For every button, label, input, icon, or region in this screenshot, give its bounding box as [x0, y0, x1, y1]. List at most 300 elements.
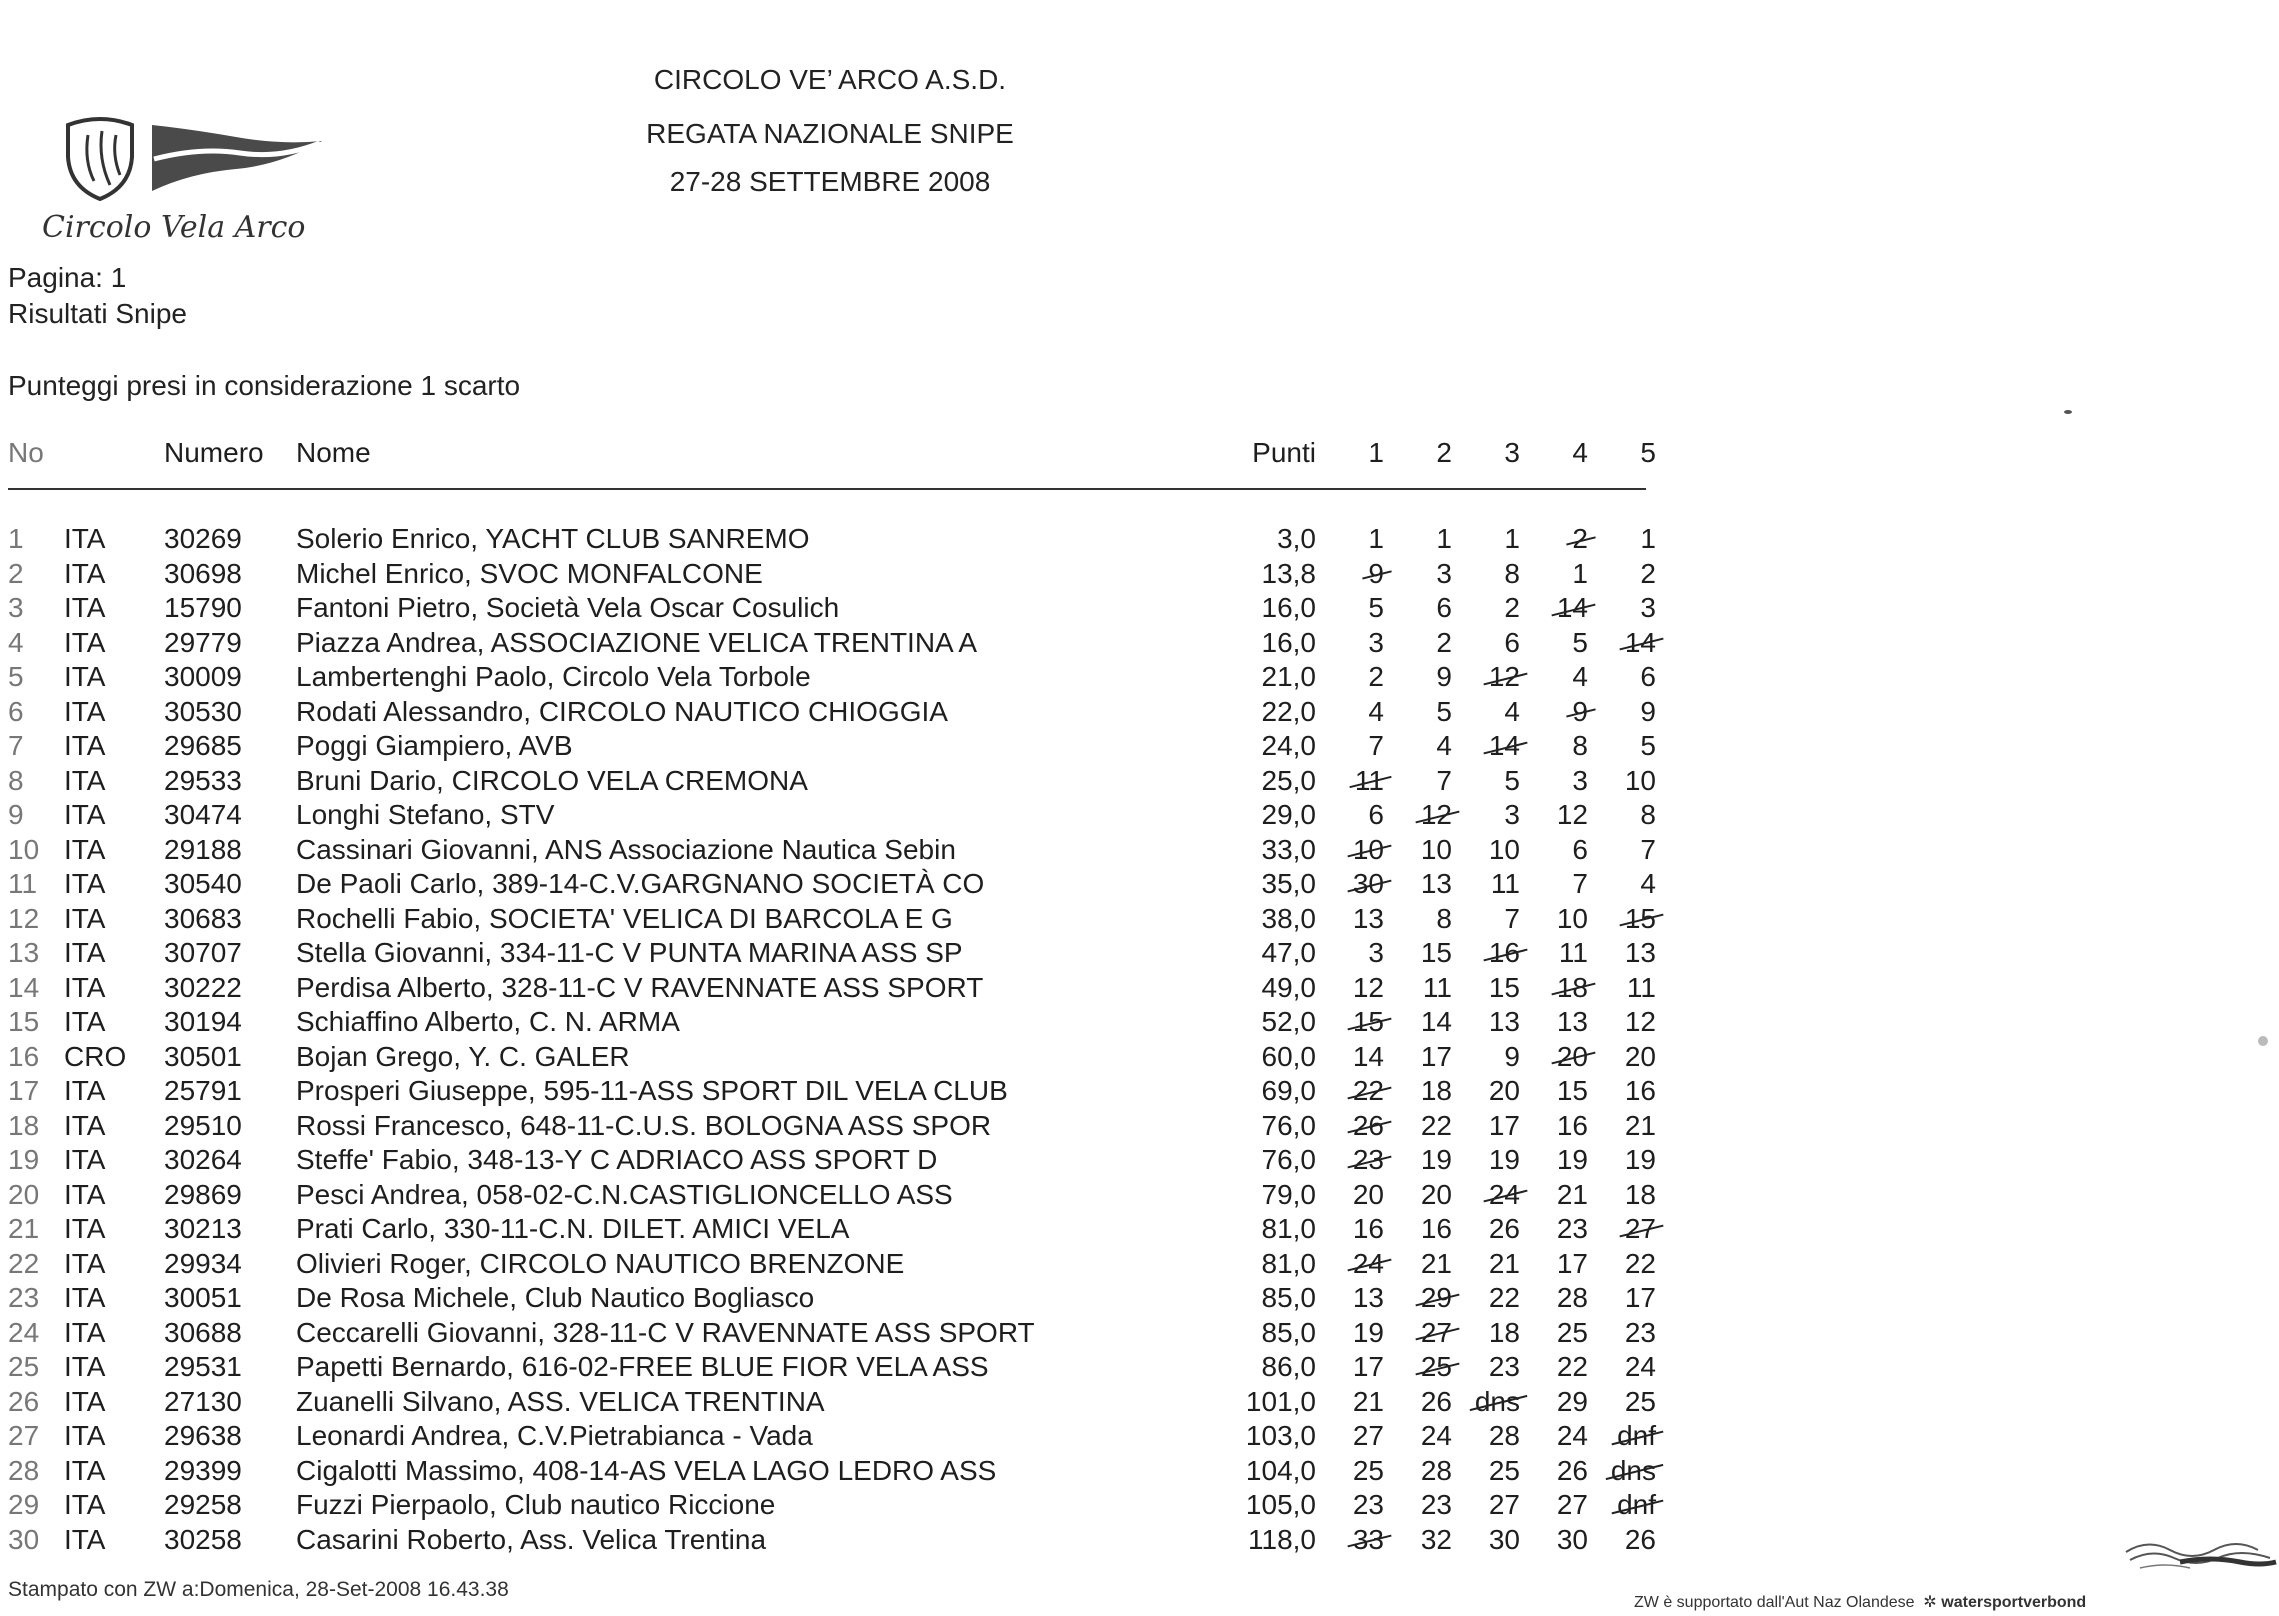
race-score: 3: [1640, 592, 1656, 623]
race-5-cell: [1588, 1247, 1656, 1282]
discarded-score: 27: [1421, 1316, 1452, 1351]
race-2-cell: [1384, 1109, 1452, 1144]
race-score: 26: [1624, 1523, 1656, 1555]
race-score: 26: [1420, 1385, 1452, 1417]
race-score: 18: [1624, 1178, 1656, 1210]
race-3-cell: [1452, 764, 1520, 799]
race-score: 27: [1556, 1489, 1588, 1520]
name-cell: Rossi Francesco, 648-11-C.U.S. BOLOGNA ASS SPOR: [296, 1109, 992, 1141]
nation-cell: ITA: [64, 937, 106, 968]
scan-speck: [2258, 1036, 2268, 1046]
sail-number-cell: 30707: [164, 937, 242, 968]
club-script-name: Circolo Vela Arco: [42, 210, 306, 245]
race-1-cell: [1316, 1350, 1384, 1385]
race-3-cell: [1452, 1109, 1520, 1144]
discarded-score: 24: [1353, 1247, 1384, 1282]
race-3-cell: [1452, 522, 1520, 557]
race-2-cell: [1384, 695, 1452, 730]
sail-number-cell: 30474: [164, 799, 242, 830]
position-cell: 14: [8, 971, 40, 1003]
race-score: 18: [1420, 1075, 1452, 1106]
support-footer: [1634, 1592, 2086, 1612]
race-4-cell: [1520, 1074, 1588, 1109]
discarded-score: 20: [1557, 1040, 1588, 1075]
race-4-cell: [1520, 1143, 1588, 1178]
table-row: [8, 1523, 1656, 1558]
points-cell: 104,0: [1245, 1454, 1316, 1486]
nation-cell: ITA: [64, 695, 106, 727]
race-2-cell: [1384, 1523, 1452, 1558]
race-4-cell: [1520, 695, 1588, 730]
race-3-cell: [1452, 626, 1520, 661]
race-score: 14: [1352, 1040, 1384, 1072]
sail-number-cell: 29934: [164, 1247, 242, 1279]
race-score: 30: [1488, 1523, 1520, 1555]
discarded-score: dnf: [1617, 1419, 1656, 1454]
points-cell: 3,0: [1277, 523, 1316, 554]
name-cell: Prosperi Giuseppe, 595-11-ASS SPORT DIL VELA CLUB: [296, 1075, 1008, 1106]
race-score: 32: [1420, 1523, 1452, 1555]
race-score: 24: [1556, 1420, 1588, 1451]
race-score: 7: [1436, 764, 1452, 796]
race-5-cell: [1588, 1523, 1656, 1558]
race-1-cell: [1316, 1523, 1384, 1558]
race-2-cell: [1384, 1281, 1452, 1316]
table-row: [8, 867, 1656, 902]
race-5-cell: [1588, 936, 1656, 971]
discarded-score: 26: [1353, 1109, 1384, 1144]
race-score: 23: [1624, 1316, 1656, 1348]
race-2-cell: [1384, 626, 1452, 661]
race-1-cell: [1316, 1178, 1384, 1213]
discarded-score: 29: [1421, 1281, 1452, 1316]
race-4-cell: [1520, 591, 1588, 626]
position-cell: 22: [8, 1247, 40, 1279]
race-score: 17: [1556, 1247, 1588, 1279]
race-4-cell: [1520, 1212, 1588, 1247]
race-score: 20: [1488, 1075, 1520, 1106]
race-score: 17: [1420, 1040, 1452, 1072]
race-score: 13: [1556, 1006, 1588, 1037]
race-3-cell: [1452, 936, 1520, 971]
race-3-cell: [1452, 1523, 1520, 1558]
name-cell: Schiaffino Alberto, C. N. ARMA: [296, 1006, 680, 1037]
scoring-note: Punteggi presi in considerazione 1 scarto: [8, 370, 521, 401]
race-score: 28: [1488, 1420, 1520, 1451]
race-1-cell: [1316, 1454, 1384, 1489]
table-row: [8, 1040, 1656, 1075]
position-cell: 4: [8, 626, 24, 658]
race-5-cell: [1588, 1488, 1656, 1523]
position-cell: 5: [8, 661, 24, 692]
discarded-score: 9: [1572, 695, 1588, 730]
race-score: 7: [1504, 902, 1520, 934]
points-cell: 29,0: [1261, 799, 1316, 830]
race-1-cell: [1316, 522, 1384, 557]
nation-cell: ITA: [64, 799, 106, 830]
race-score: 21: [1352, 1385, 1384, 1417]
race-4-cell: [1520, 798, 1588, 833]
race-score: 13: [1352, 1282, 1384, 1313]
race-score: 25: [1624, 1385, 1656, 1417]
name-cell: Steffe' Fabio, 348-13-Y C ADRIACO ASS SPORT D: [296, 1144, 938, 1175]
position-cell: 10: [8, 833, 40, 865]
table-row: [8, 1350, 1656, 1385]
race-score: 7: [1368, 730, 1384, 761]
race-4-cell: [1520, 1454, 1588, 1489]
race-score: 4: [1504, 695, 1520, 727]
points-cell: 103,0: [1245, 1420, 1316, 1451]
race-score: 21: [1488, 1247, 1520, 1279]
race-score: 20: [1624, 1040, 1656, 1072]
race-score: 22: [1556, 1351, 1588, 1382]
race-score: 4: [1368, 695, 1384, 727]
race-score: 2: [1436, 626, 1452, 658]
points-cell: 16,0: [1261, 626, 1316, 658]
nation-cell: ITA: [64, 730, 106, 761]
race-score: 16: [1556, 1109, 1588, 1141]
race-5-cell: [1588, 695, 1656, 730]
points-cell: 21,0: [1261, 661, 1316, 692]
race-score: 1: [1640, 523, 1656, 554]
race-5-cell: [1588, 1005, 1656, 1040]
race-5-cell: [1588, 798, 1656, 833]
race-2-cell: [1384, 557, 1452, 592]
header-divider: [8, 488, 1646, 490]
race-4-cell: [1520, 660, 1588, 695]
table-row: [8, 798, 1656, 833]
sail-number-cell: 29685: [164, 730, 242, 761]
race-score: 23: [1488, 1351, 1520, 1382]
sail-number-cell: 15790: [164, 592, 242, 623]
race-2-cell: [1384, 936, 1452, 971]
col-header-race-3: 3: [1504, 437, 1520, 468]
name-cell: Prati Carlo, 330-11-C.N. DILET. AMICI VELA: [296, 1213, 850, 1244]
race-score: 26: [1488, 1213, 1520, 1244]
header-event-name: REGATA NAZIONALE SNIPE: [646, 118, 1014, 149]
name-cell: Fuzzi Pierpaolo, Club nautico Riccione: [296, 1489, 776, 1520]
race-2-cell: [1384, 764, 1452, 799]
race-score: 4: [1640, 868, 1656, 899]
race-2-cell: [1384, 1178, 1452, 1213]
name-cell: Pesci Andrea, 058-02-C.N.CASTIGLIONCELLO ASS: [296, 1178, 953, 1210]
discarded-score: 15: [1625, 902, 1656, 937]
race-3-cell: [1452, 557, 1520, 592]
race-1-cell: [1316, 660, 1384, 695]
race-2-cell: [1384, 902, 1452, 937]
position-cell: 29: [8, 1489, 40, 1520]
race-score: 20: [1420, 1178, 1452, 1210]
race-score: 6: [1640, 661, 1656, 692]
watersport-wave-logo: [2120, 1532, 2279, 1576]
race-3-cell: [1452, 867, 1520, 902]
race-score: 3: [1504, 799, 1520, 830]
race-1-cell: [1316, 798, 1384, 833]
race-4-cell: [1520, 764, 1588, 799]
nation-cell: ITA: [64, 1006, 106, 1037]
race-5-cell: [1588, 1385, 1656, 1420]
race-2-cell: [1384, 867, 1452, 902]
race-5-cell: [1588, 1109, 1656, 1144]
race-score: 17: [1488, 1109, 1520, 1141]
race-3-cell: [1452, 902, 1520, 937]
race-score: 12: [1556, 799, 1588, 830]
discarded-score: 15: [1353, 1005, 1384, 1040]
race-3-cell: [1452, 971, 1520, 1006]
race-score: 27: [1488, 1489, 1520, 1520]
race-1-cell: [1316, 764, 1384, 799]
race-score: 22: [1420, 1109, 1452, 1141]
position-cell: 21: [8, 1213, 40, 1244]
table-row: [8, 626, 1656, 661]
nation-cell: ITA: [64, 1316, 106, 1348]
points-cell: 49,0: [1261, 971, 1316, 1003]
page-number-label: Pagina: 1: [8, 262, 127, 293]
race-score: 28: [1556, 1282, 1588, 1313]
discarded-score: 12: [1421, 798, 1452, 833]
race-4-cell: [1520, 1350, 1588, 1385]
name-cell: Casarini Roberto, Ass. Velica Trentina: [296, 1523, 767, 1555]
race-1-cell: [1316, 1143, 1384, 1178]
race-3-cell: [1452, 1005, 1520, 1040]
table-row: [8, 1109, 1656, 1144]
name-cell: Leonardi Andrea, C.V.Pietrabianca - Vada: [296, 1420, 813, 1451]
discarded-score: 18: [1557, 971, 1588, 1006]
position-cell: 11: [8, 868, 38, 899]
race-5-cell: [1588, 1074, 1656, 1109]
race-2-cell: [1384, 591, 1452, 626]
col-header-race-5: 5: [1640, 437, 1656, 468]
position-cell: 9: [8, 799, 24, 830]
sail-number-cell: 29188: [164, 833, 242, 865]
race-2-cell: [1384, 1454, 1452, 1489]
race-1-cell: [1316, 1316, 1384, 1351]
table-row: [8, 1488, 1656, 1523]
race-score: 11: [1558, 937, 1588, 968]
nation-cell: ITA: [64, 1385, 106, 1417]
sail-number-cell: 30269: [164, 523, 242, 554]
nation-cell: CRO: [64, 1040, 127, 1072]
race-1-cell: [1316, 1109, 1384, 1144]
race-score: 1: [1368, 523, 1384, 554]
col-header-race-1: 1: [1368, 437, 1384, 468]
race-score: 10: [1420, 833, 1452, 865]
race-4-cell: [1520, 1488, 1588, 1523]
race-score: 7: [1640, 833, 1656, 865]
race-score: 1: [1504, 523, 1520, 554]
table-row: [8, 1143, 1656, 1178]
race-score: 28: [1420, 1454, 1452, 1486]
race-score: 2: [1368, 661, 1384, 692]
race-score: 1: [1572, 557, 1588, 589]
race-5-cell: [1588, 626, 1656, 661]
race-score: 8: [1436, 902, 1452, 934]
points-cell: 47,0: [1261, 937, 1316, 968]
discarded-score: 24: [1489, 1178, 1520, 1213]
shield-emblem-icon: [68, 119, 132, 199]
points-cell: 81,0: [1261, 1213, 1316, 1244]
discarded-score: 9: [1368, 557, 1384, 592]
race-2-cell: [1384, 971, 1452, 1006]
race-2-cell: [1384, 1040, 1452, 1075]
race-4-cell: [1520, 1178, 1588, 1213]
race-score: 12: [1352, 971, 1384, 1003]
race-score: 21: [1556, 1178, 1588, 1210]
race-5-cell: [1588, 764, 1656, 799]
name-cell: Stella Giovanni, 334-11-C V PUNTA MARINA ASS SP: [296, 937, 963, 968]
scan-speck: [2064, 410, 2072, 414]
points-cell: 85,0: [1261, 1282, 1316, 1313]
points-cell: 16,0: [1261, 592, 1316, 623]
race-3-cell: [1452, 1247, 1520, 1282]
race-score: 26: [1556, 1454, 1588, 1486]
nation-cell: ITA: [64, 1178, 106, 1210]
points-cell: 33,0: [1261, 833, 1316, 865]
race-5-cell: [1588, 1212, 1656, 1247]
race-score: 30: [1556, 1523, 1588, 1555]
race-score: 3: [1572, 764, 1588, 796]
table-row: [8, 1074, 1656, 1109]
sail-number-cell: 30009: [164, 661, 242, 692]
nation-cell: ITA: [64, 1109, 106, 1141]
discarded-score: 14: [1557, 591, 1588, 626]
race-score: 23: [1556, 1213, 1588, 1244]
race-5-cell: [1588, 729, 1656, 764]
points-cell: 52,0: [1261, 1006, 1316, 1037]
race-score: 15: [1556, 1075, 1588, 1106]
table-row: [8, 1385, 1656, 1420]
race-score: 25: [1556, 1316, 1588, 1348]
race-4-cell: [1520, 902, 1588, 937]
race-score: 8: [1640, 799, 1656, 830]
nation-cell: ITA: [64, 1454, 106, 1486]
race-3-cell: [1452, 1419, 1520, 1454]
star-icon: ✲: [1923, 1594, 1937, 1611]
race-score: 13: [1420, 868, 1452, 899]
race-score: 11: [1422, 971, 1452, 1003]
race-score: 1: [1436, 523, 1452, 554]
discarded-score: 14: [1625, 626, 1656, 661]
race-1-cell: [1316, 1212, 1384, 1247]
nation-cell: ITA: [64, 592, 106, 623]
race-5-cell: [1588, 902, 1656, 937]
race-3-cell: [1452, 695, 1520, 730]
table-row: [8, 660, 1656, 695]
race-score: 10: [1624, 764, 1656, 796]
points-cell: 105,0: [1245, 1489, 1316, 1520]
race-4-cell: [1520, 1281, 1588, 1316]
points-cell: 35,0: [1261, 868, 1316, 899]
nation-cell: ITA: [64, 868, 106, 899]
race-score: 13: [1488, 1006, 1520, 1037]
race-score: 13: [1352, 902, 1384, 934]
name-cell: Cigalotti Massimo, 408-14-AS VELA LAGO LEDRO ASS: [296, 1454, 997, 1486]
sail-number-cell: 29779: [164, 626, 242, 658]
race-score: 5: [1368, 592, 1384, 623]
race-score: 19: [1420, 1144, 1452, 1175]
race-score: 6: [1368, 799, 1384, 830]
race-3-cell: [1452, 1454, 1520, 1489]
position-cell: 27: [8, 1420, 40, 1451]
race-5-cell: [1588, 522, 1656, 557]
nation-cell: ITA: [64, 557, 106, 589]
points-cell: 38,0: [1261, 902, 1316, 934]
points-cell: 76,0: [1261, 1109, 1316, 1141]
race-2-cell: [1384, 1212, 1452, 1247]
race-score: 17: [1624, 1282, 1656, 1313]
race-score: 25: [1488, 1454, 1520, 1486]
race-4-cell: [1520, 522, 1588, 557]
table-row: [8, 902, 1656, 937]
race-1-cell: [1316, 695, 1384, 730]
race-2-cell: [1384, 1247, 1452, 1282]
race-3-cell: [1452, 1385, 1520, 1420]
race-score: 29: [1556, 1385, 1588, 1417]
position-cell: 25: [8, 1351, 40, 1382]
race-score: 22: [1624, 1247, 1656, 1279]
table-row: [8, 522, 1656, 557]
race-2-cell: [1384, 660, 1452, 695]
position-cell: 15: [8, 1006, 40, 1037]
sail-number-cell: 30688: [164, 1316, 242, 1348]
table-row: [8, 1281, 1656, 1316]
col-header-race-4: 4: [1572, 437, 1588, 468]
race-score: 3: [1436, 557, 1452, 589]
discarded-score: 33: [1353, 1523, 1384, 1558]
position-cell: 20: [8, 1178, 40, 1210]
sail-number-cell: 29510: [164, 1109, 242, 1141]
points-cell: 22,0: [1261, 695, 1316, 727]
race-score: 25: [1352, 1454, 1384, 1486]
sail-number-cell: 29533: [164, 764, 242, 796]
race-score: 21: [1420, 1247, 1452, 1279]
race-3-cell: [1452, 660, 1520, 695]
race-3-cell: [1452, 729, 1520, 764]
race-score: 8: [1572, 730, 1588, 761]
nation-cell: ITA: [64, 1420, 106, 1451]
race-1-cell: [1316, 971, 1384, 1006]
points-cell: 86,0: [1261, 1351, 1316, 1382]
nation-cell: ITA: [64, 1075, 106, 1106]
race-score: 16: [1624, 1075, 1656, 1106]
race-5-cell: [1588, 867, 1656, 902]
race-score: 10: [1488, 833, 1520, 865]
col-header-sail-number: Numero: [164, 437, 264, 468]
sail-number-cell: 27130: [164, 1385, 242, 1417]
position-cell: 2: [8, 557, 24, 589]
race-score: 23: [1420, 1489, 1452, 1520]
race-1-cell: [1316, 591, 1384, 626]
race-score: 9: [1436, 661, 1452, 692]
table-row: [8, 764, 1656, 799]
position-cell: 1: [8, 523, 24, 554]
sail-number-cell: 30698: [164, 557, 242, 589]
race-score: 17: [1352, 1351, 1384, 1382]
sail-number-cell: 30501: [164, 1040, 242, 1072]
name-cell: Cassinari Giovanni, ANS Associazione Nautica Sebin: [296, 833, 956, 865]
table-row: [8, 557, 1656, 592]
points-cell: 101,0: [1245, 1385, 1316, 1417]
header-club-name: CIRCOLO VE’ ARCO A.S.D.: [653, 64, 1007, 95]
name-cell: Bruni Dario, CIRCOLO VELA CREMONA: [296, 764, 808, 796]
race-score: 18: [1488, 1316, 1520, 1348]
race-5-cell: [1588, 1281, 1656, 1316]
pennant-flag-icon: [152, 125, 322, 191]
name-cell: Rodati Alessandro, CIRCOLO NAUTICO CHIOGGIA: [296, 695, 948, 727]
support-text: ZW è supportato dall'Aut Naz Olandese: [1634, 1594, 1915, 1611]
race-2-cell: [1384, 1143, 1452, 1178]
name-cell: Solerio Enrico, YACHT CLUB SANREMO: [296, 523, 810, 554]
